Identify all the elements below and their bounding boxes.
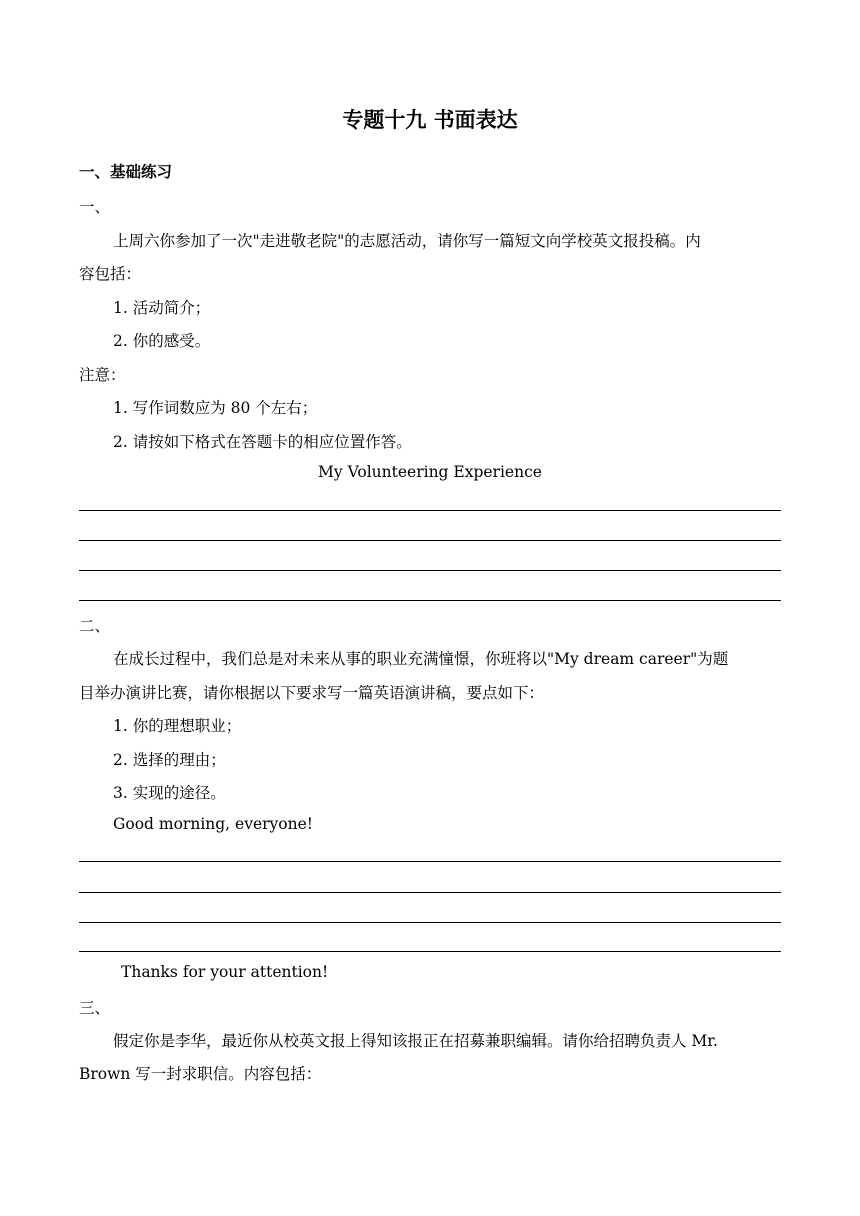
question-3-number: 三、 — [79, 999, 111, 1017]
question-3-prompt-line-1: 假定你是李华，最近你从校英文报上得知该报正在招募兼职编辑。请你给招聘负责人 Mr. — [113, 1032, 718, 1050]
question-1-essay-title: My Volunteering Experience — [318, 463, 542, 481]
answer-line — [79, 600, 781, 601]
question-2-opening: Good morning, everyone! — [113, 815, 314, 833]
question-1-prompt-line-2: 容包括： — [79, 265, 142, 283]
question-1-point: 1. 活动简介； — [113, 299, 211, 317]
question-1-number: 一、 — [79, 198, 111, 216]
question-1-note: 2. 请按如下格式在答题卡的相应位置作答。 — [113, 433, 412, 451]
question-2-prompt-line-1: 在成长过程中，我们总是对未来从事的职业充满憧憬，你班将以"My dream career"为题 — [113, 650, 729, 668]
page-title: 专题十九 书面表达 — [342, 107, 518, 132]
question-2-closing: Thanks for your attention! — [121, 963, 329, 981]
answer-line — [79, 510, 781, 511]
question-2-point: 1. 你的理想职业； — [113, 717, 242, 735]
question-1-point: 2. 你的感受。 — [113, 332, 211, 350]
question-2-prompt-line-2: 目举办演讲比赛，请你根据以下要求写一篇英语演讲稿，要点如下： — [79, 684, 545, 702]
answer-line — [79, 892, 781, 893]
question-1-notes-label: 注意： — [79, 366, 126, 384]
question-2-number: 二、 — [79, 617, 111, 635]
question-3-prompt-line-2: Brown 写一封求职信。内容包括： — [79, 1065, 322, 1083]
question-1-note: 1. 写作词数应为 80 个左右； — [113, 399, 318, 417]
answer-line — [79, 922, 781, 923]
answer-line — [79, 570, 781, 571]
answer-line — [79, 540, 781, 541]
question-1-prompt-line-1: 上周六你参加了一次"走进敬老院"的志愿活动，请你写一篇短文向学校英文报投稿。内 — [113, 232, 701, 250]
answer-line — [79, 951, 781, 952]
question-2-point: 2. 选择的理由； — [113, 751, 226, 769]
answer-line — [79, 861, 781, 862]
question-2-point: 3. 实现的途径。 — [113, 784, 226, 802]
section-heading: 一、基础练习 — [79, 162, 173, 181]
